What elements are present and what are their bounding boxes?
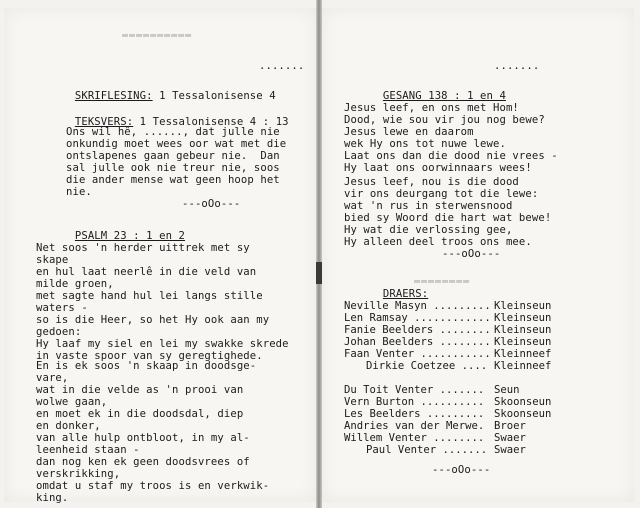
bearer-name: Fanie Beelders ........ [344, 324, 491, 336]
reading-label: SKRIFLESING: [74, 90, 153, 102]
bearer-row [344, 300, 551, 312]
text-verse-body [66, 126, 286, 198]
psalm-line: leenheid staan - [36, 444, 140, 456]
bearer-relation: Broer [494, 420, 526, 432]
bearer-relation: Kleinneef [494, 360, 552, 372]
bearer-name: Paul Venter ....... [366, 444, 488, 456]
psalm-stanza-2 [36, 360, 269, 504]
psalm-line: verskrikking, [36, 468, 121, 480]
faint-show-through: ▬▬▬▬▬▬▬▬▬▬ [122, 30, 193, 41]
bearers-group-1 [344, 300, 551, 372]
separator: ---oOo--- [442, 248, 501, 260]
bearer-name: Dirkie Coetzee .... [366, 360, 488, 372]
psalm-line: vare, [36, 372, 69, 384]
text-line: nie. [66, 186, 92, 198]
bearer-relation: Kleinseun [494, 336, 552, 348]
text-line: onkundig moet wees oor wat met die [66, 138, 287, 150]
hymn-line: Jesus leef, nou is die dood [344, 176, 519, 188]
psalm-line: en donker, [36, 420, 101, 432]
bearer-row [344, 396, 551, 408]
hymn-stanza-1 [344, 102, 558, 174]
psalm-line: gedoen: [36, 326, 82, 338]
bearer-relation: Kleinseun [494, 312, 552, 324]
bearer-name: Johan Beelders ........ [344, 336, 491, 348]
bearer-relation: Kleinneef [494, 348, 552, 360]
bearer-name: Vern Burton .......... [344, 396, 485, 408]
psalm-line: king. [36, 492, 69, 504]
faint-show-through: ▬▬▬▬▬▬▬▬ [414, 276, 471, 287]
right-page [322, 8, 634, 502]
dots-fragment: ....... [494, 60, 540, 72]
psalm-stanza-1 [36, 242, 289, 362]
psalm-line: dan nog ken ek geen doodsvrees of [36, 456, 250, 468]
hymn-stanza-2 [344, 176, 551, 248]
bearer-row [344, 348, 551, 360]
left-page [4, 8, 316, 502]
psalm-line: En is ek soos 'n skaap in doodsge- [36, 360, 257, 372]
psalm-line: skape [36, 254, 69, 266]
bearer-row [344, 384, 551, 396]
psalm-line: milde groen, [36, 278, 114, 290]
text-verse-label: TEKSVERS: [74, 116, 134, 128]
psalm-line: Hy laaf my siel en lei my swakke skrede [36, 338, 289, 350]
bearer-relation: Seun [494, 384, 520, 396]
bearer-relation: Kleinseun [494, 300, 552, 312]
bearer-name: Les Beelders ......... [344, 408, 485, 420]
psalm-label: PSALM 23 : 1 en 2 [74, 230, 186, 242]
bearer-relation: Skoonseun [494, 408, 552, 420]
bearer-row [344, 360, 551, 372]
bearer-row [344, 408, 551, 420]
bearer-relation: Swaer [494, 432, 526, 444]
bearers-group-2 [344, 384, 551, 456]
bearer-name: Andries van der Merwe. [344, 420, 485, 432]
bearer-row [344, 312, 551, 324]
separator: ---oOo--- [432, 464, 491, 476]
hymn-line: wat 'n rus in sterwensnood [344, 200, 513, 212]
dots-fragment: ....... [259, 60, 305, 72]
bearers-label: DRAERS: [382, 288, 429, 300]
bearer-name: Neville Masyn ......... [344, 300, 491, 312]
hymn-line: Dood, wie sou vir jou nog bewe? [344, 114, 545, 126]
psalm-line: wolwe gaan, [36, 396, 108, 408]
text-line: die ander mense wat geen hoop het [66, 174, 280, 186]
bearer-relation: Skoonseun [494, 396, 552, 408]
psalm-line: wat in die velde as 'n prooi van [36, 384, 244, 396]
psalm-line: Net soos 'n herder uittrek met sy [36, 242, 250, 254]
psalm-line: van alle hulp ontbloot, in my al- [36, 432, 250, 444]
bearer-name: Willem Venter ........ [344, 432, 485, 444]
psalm-line: en hul laat neerlê in die veld van [36, 266, 257, 278]
bearer-relation: Swaer [494, 444, 526, 456]
hymn-line: wek Hy ons tot nuwe lewe. [344, 138, 506, 150]
psalm-line: en moet ek in die doodsdal, diep [36, 408, 244, 420]
reading-reference: 1 Tessalonisense 4 [159, 90, 276, 102]
psalm-line: so is die Heer, so het Hy ook aan my [36, 314, 270, 326]
hymn-line: Hy alleen deel troos ons mee. [344, 236, 532, 248]
psalm-line: in vaste spoor van sy geregtighede. [36, 350, 263, 362]
psalm-line: waters - [36, 302, 88, 314]
text-line: ontslapenes gaan gebeur nie. Dan [66, 150, 280, 162]
text-line: Ons wil hê, ......, dat julle nie [66, 126, 280, 138]
bearer-row [344, 444, 551, 456]
psalm-line: met sagte hand hul lei langs stille [36, 290, 263, 302]
bearer-row [344, 420, 551, 432]
separator: ---oOo--- [182, 198, 241, 210]
hymn-label: GESANG 138 : 1 en 4 [382, 90, 506, 102]
hymn-line: Jesus lewe en daarom [344, 126, 474, 138]
bearer-row [344, 336, 551, 348]
hymn-line: bied sy Woord die hart wat bewe! [344, 212, 552, 224]
hymn-line: Jesus leef, en ons met Hom! [344, 102, 519, 114]
psalm-line: omdat u staf my troos is en verkwik- [36, 480, 270, 492]
bearer-name: Faan Venter ........... [344, 348, 491, 360]
text-line: sal julle ook nie treur nie, soos [66, 162, 280, 174]
bearer-name: Len Ramsay ............ [344, 312, 491, 324]
hymn-line: Laat ons dan die dood nie vrees - [344, 150, 558, 162]
bearer-row [344, 324, 551, 336]
hymn-line: vir ons deurgang tot die lewe: [344, 188, 539, 200]
text-verse-reference: 1 Tessalonisense 4 : 13 [139, 116, 289, 128]
bearer-row [344, 432, 551, 444]
hymn-line: Hy wat die verlossing gee, [344, 224, 513, 236]
bearer-name: Du Toit Venter ....... [344, 384, 485, 396]
hymn-line: Hy laat ons oorwinnaars wees! [344, 162, 532, 174]
bearer-relation: Kleinseun [494, 324, 552, 336]
